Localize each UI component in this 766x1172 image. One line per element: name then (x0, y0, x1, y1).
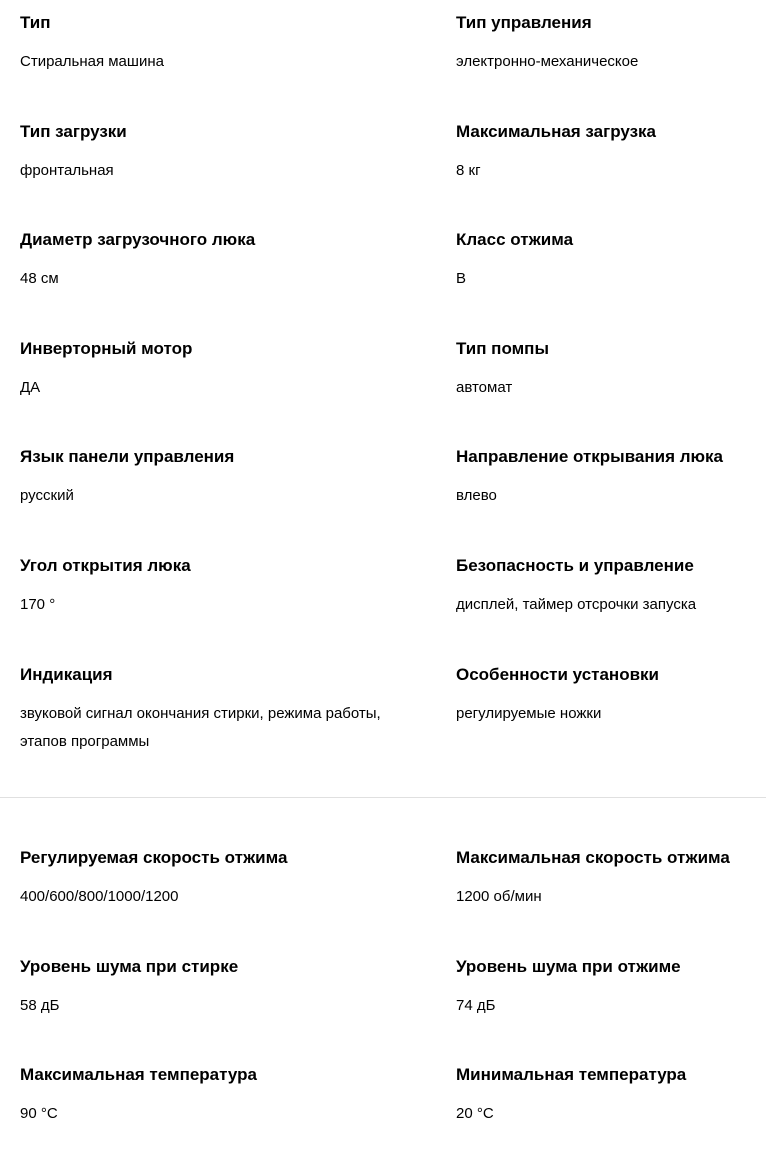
spec-label: Минимальная температура (456, 1065, 687, 1085)
spec-item-max-temperature (0, 1063, 436, 1172)
spec-item-pump-type (436, 337, 766, 446)
specs-grid (0, 846, 766, 1172)
spec-item-hatch-angle (0, 554, 436, 663)
spec-label: Диаметр загрузочного люка (20, 230, 256, 250)
spec-label: Тип помпы (456, 338, 549, 358)
spec-value: 20 °C (456, 1105, 494, 1123)
spec-value: электронно-механическое (456, 53, 639, 70)
spec-label: Направление открывания люка (456, 447, 724, 467)
spec-value: 170 ° (20, 595, 56, 613)
spec-value: 74 дБ (456, 996, 496, 1014)
spec-label: Класс отжима (456, 230, 574, 250)
spec-value: 400/600/800/1000/1200 (20, 888, 179, 905)
spec-value: 8 кг (456, 161, 481, 179)
spec-label: Безопасность и управление (456, 555, 694, 575)
spec-label: Язык панели управления (20, 447, 235, 467)
spec-value: дисплей, таймер отсрочки запуска (456, 595, 697, 613)
section-divider (0, 797, 766, 798)
spec-value: русский (20, 487, 74, 505)
spec-label: Тип управления (456, 13, 592, 32)
spec-label: Индикация (20, 664, 113, 684)
spec-value: 58 дБ (20, 996, 60, 1014)
spec-item-hatch-diameter (0, 228, 436, 337)
specs-grid (0, 11, 766, 771)
spec-value: B (456, 270, 467, 288)
spec-value: 48 см (20, 270, 59, 288)
spec-item-safety-control (436, 554, 766, 663)
spec-value: фронтальная (20, 161, 114, 179)
spec-item-spin-noise (436, 955, 766, 1064)
spec-value: 90 °C (20, 1105, 58, 1123)
spec-item-max-load (436, 120, 766, 229)
spec-label: Максимальная загрузка (456, 121, 656, 141)
spec-item-inverter-motor (0, 337, 436, 446)
spec-value: автомат (456, 378, 513, 396)
spec-label: Тип загрузки (20, 121, 127, 141)
spec-item-spin-class (436, 228, 766, 337)
spec-label: Тип (20, 13, 51, 32)
spec-item-control-type (436, 11, 766, 120)
spec-value: Стиральная машина (20, 53, 164, 70)
specs-section-performance (0, 846, 766, 1172)
spec-label: Регулируемая скорость отжима (20, 848, 288, 867)
spec-value: регулируемые ножки (456, 704, 602, 722)
spec-value: влево (456, 487, 497, 505)
spec-item-max-spin (436, 846, 766, 955)
spec-item-panel-language (0, 445, 436, 554)
spec-label: Уровень шума при стирке (20, 956, 239, 976)
spec-item-min-temperature (436, 1063, 766, 1172)
spec-label: Особенности установки (456, 664, 659, 684)
spec-value: ДА (20, 378, 41, 396)
spec-label: Максимальная температура (20, 1065, 257, 1085)
specs-section-general (0, 11, 766, 771)
spec-label: Инверторный мотор (20, 338, 193, 358)
spec-value: звуковой сигнал окончания стирки, режима работы, этапов программы (20, 704, 381, 750)
spec-item-type (0, 11, 436, 120)
spec-label: Уровень шума при отжиме (456, 956, 681, 976)
spec-item-wash-noise (0, 955, 436, 1064)
spec-item-adjustable-spin (0, 846, 436, 955)
spec-item-hatch-direction (436, 445, 766, 554)
spec-label: Максимальная скорость отжима (456, 848, 730, 867)
spec-item-installation (436, 663, 766, 772)
spec-item-indication (0, 663, 436, 772)
spec-item-load-type (0, 120, 436, 229)
spec-label: Угол открытия люка (20, 555, 191, 575)
spec-value: 1200 об/мин (456, 888, 542, 905)
